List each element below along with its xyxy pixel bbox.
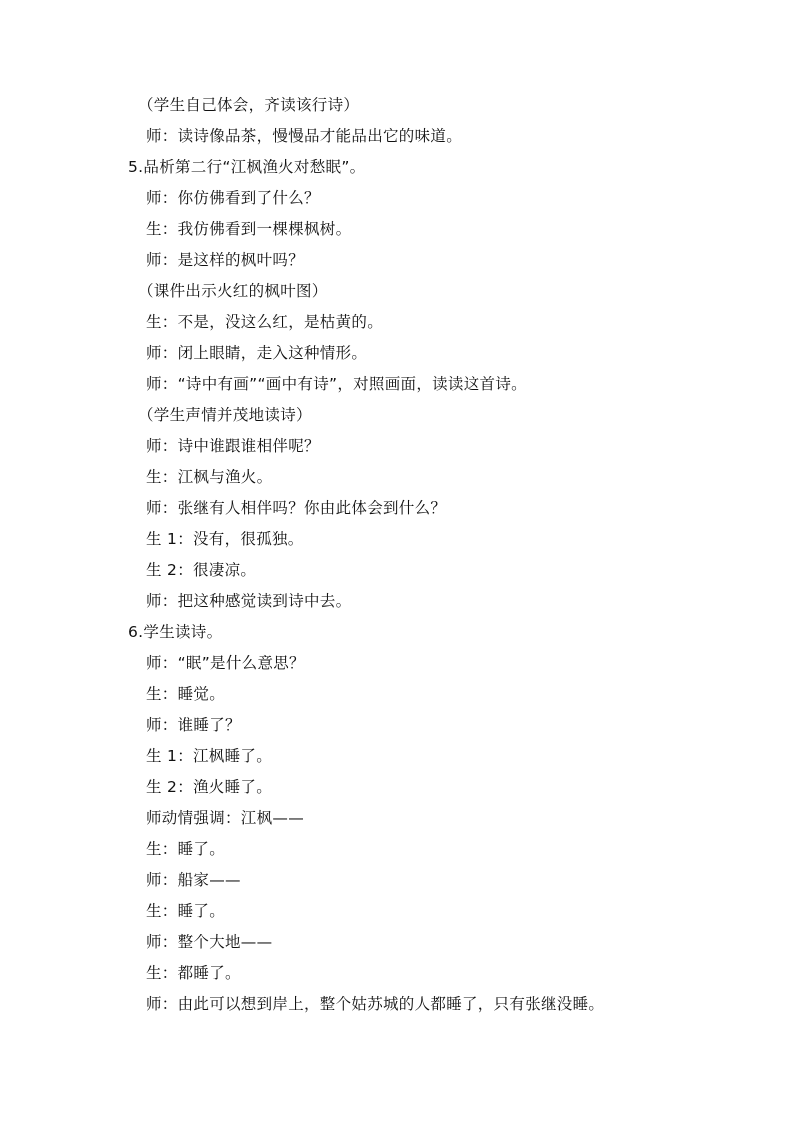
dialogue-line: 生 2：很凄凉。 xyxy=(146,561,257,579)
dialogue-line: 生：不是，没这么红，是枯黄的。 xyxy=(146,313,384,331)
dialogue-line: 生：睡了。 xyxy=(146,902,226,920)
dialogue-line: 师：整个大地—— xyxy=(146,933,273,951)
dialogue-line: 师：是这样的枫叶吗？ xyxy=(146,251,305,269)
dialogue-line: 师：谁睡了？ xyxy=(146,716,241,734)
dialogue-line: 生：我仿佛看到一棵棵枫树。 xyxy=(146,220,352,238)
dialogue-line: 生：睡觉。 xyxy=(146,685,226,703)
dialogue-line: 师：诗中谁跟谁相伴呢？ xyxy=(146,437,320,455)
dialogue-line: 师：由此可以想到岸上，整个姑苏城的人都睡了，只有张继没睡。 xyxy=(146,995,605,1013)
dialogue-line: 师：张继有人相伴吗？你由此体会到什么？ xyxy=(146,499,447,517)
dialogue-line: 生：江枫与渔火。 xyxy=(146,468,273,486)
section-heading: 6.学生读诗。 xyxy=(128,623,223,641)
dialogue-line: 师：“眠”是什么意思？ xyxy=(146,654,305,672)
dialogue-line: 生：都睡了。 xyxy=(146,964,241,982)
section-heading: 5.品析第二行“江枫渔火对愁眠”。 xyxy=(128,158,366,176)
stage-direction: （学生声情并茂地读诗） xyxy=(138,406,312,424)
dialogue-line: 师：把这种感觉读到诗中去。 xyxy=(146,592,352,610)
dialogue-line: 生 1：江枫睡了。 xyxy=(146,747,272,765)
dialogue-line: 师：“诗中有画”“画中有诗”，对照画面，读读这首诗。 xyxy=(146,375,527,393)
stage-direction: （学生自己体会，齐读该行诗） xyxy=(138,96,360,114)
dialogue-line: 师：闭上眼睛，走入这种情形。 xyxy=(146,344,368,362)
dialogue-line: 师：船家—— xyxy=(146,871,241,889)
dialogue-line: 师：读诗像品茶，慢慢品才能品出它的味道。 xyxy=(146,127,463,145)
stage-direction: （课件出示火红的枫叶图） xyxy=(138,282,328,300)
dialogue-line: 生 2：渔火睡了。 xyxy=(146,778,272,796)
dialogue-line: 师动情强调：江枫—— xyxy=(146,809,305,827)
dialogue-line: 师：你仿佛看到了什么？ xyxy=(146,189,320,207)
dialogue-line: 生：睡了。 xyxy=(146,840,226,858)
dialogue-line: 生 1：没有，很孤独。 xyxy=(146,530,304,548)
